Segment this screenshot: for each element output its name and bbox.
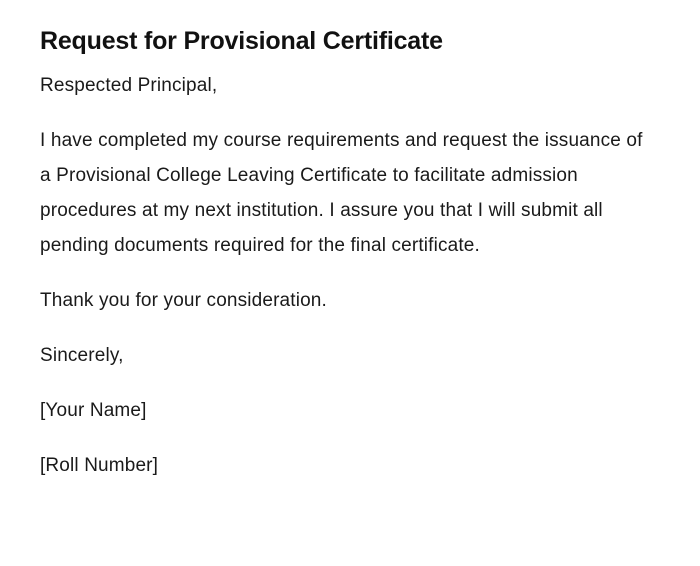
roll-number-placeholder: [Roll Number]	[40, 455, 159, 476]
letter-body: I have completed my course requirements and request the issuance of a Provisional College Leaving Certificate to facilitate admission procedures at my next institution. I assure you that I will submit all pending documents required for the final certificate.	[40, 130, 643, 256]
salutation: Respected Principal,	[40, 75, 218, 96]
thanks-line: Thank you for your consideration.	[40, 290, 327, 311]
letter-title: Request for Provisional Certificate	[40, 27, 443, 55]
name-placeholder: [Your Name]	[40, 400, 147, 421]
closing-line: Sincerely,	[40, 345, 124, 366]
